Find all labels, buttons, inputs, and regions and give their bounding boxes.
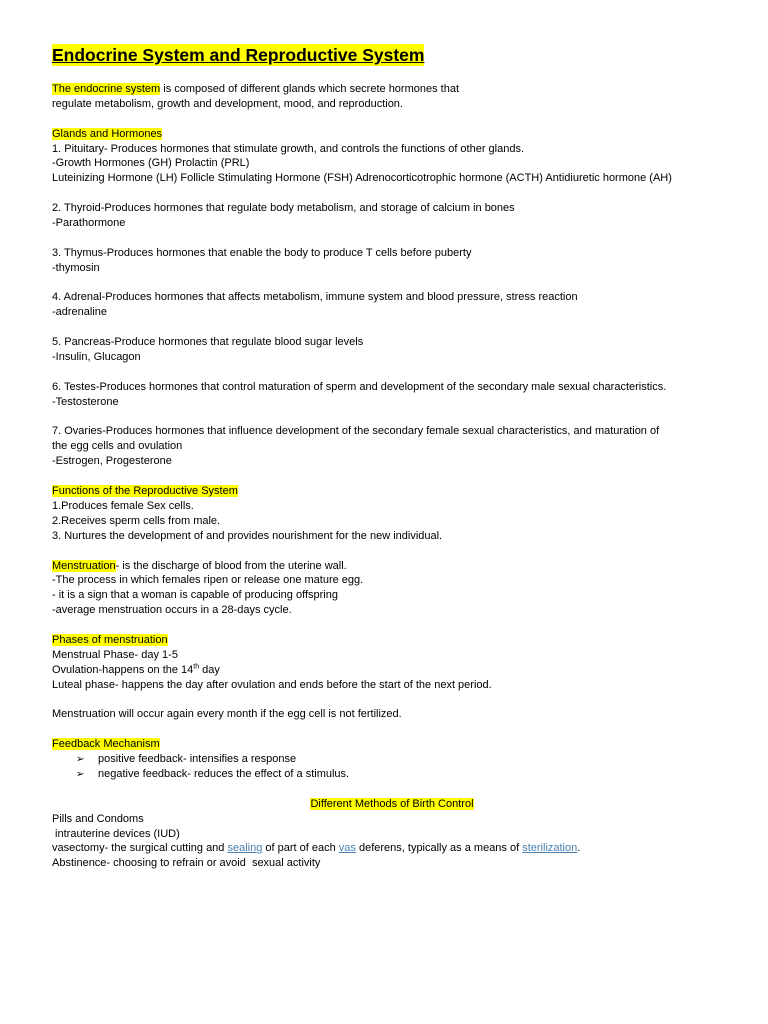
adrenal-hormone-line: -adrenaline — [52, 306, 108, 319]
menstrual-phase-line: Menstrual Phase- day 1-5 — [52, 648, 178, 661]
intro-line — [52, 82, 732, 97]
phases-heading-line — [52, 633, 732, 648]
abstinence-line: Abstinence- choosing to refrain or avoid sexual activity — [52, 857, 321, 870]
thyroid-line: 2. Thyroid-Produces hormones that regulate body metabolism, and storage of calcium in bones — [52, 202, 515, 215]
ovaries-line-2: the egg cells and ovulation — [52, 440, 183, 453]
birth-control-heading-line — [52, 797, 732, 812]
feedback-heading-line — [52, 737, 732, 752]
vasectomy-text: . — [577, 842, 581, 855]
birth-control-line: intrauterine devices (IUD) — [52, 827, 180, 840]
thyroid-hormone-line: -Parathormone — [52, 217, 126, 230]
ovulation-text-end: day — [199, 663, 220, 676]
sterilization-link[interactable]: sterilization — [522, 842, 578, 855]
pituitary-hormones-line: Luteinizing Hormone (LH) Follicle Stimulating Hormone (FSH) Adrenocorticotrophic hormone (ACTH) Antidiuretic hormone (AH) — [52, 172, 672, 185]
birth-control-line: Pills and Condoms — [52, 812, 144, 825]
ovulation-superscript: th — [193, 663, 200, 671]
adrenal-line: 4. Adrenal-Produces hormones that affects metabolism, immune system and blood pressure, stress reaction — [52, 291, 578, 304]
sealing-link[interactable]: sealing — [227, 842, 263, 855]
thymus-line: 3. Thymus-Produces hormones that enable the body to produce T cells before puberty — [52, 246, 472, 259]
menstruation-note: Menstruation will occur again every month if the egg cell is not fertilized. — [52, 708, 402, 721]
thymus-hormone-line: -thymosin — [52, 261, 100, 274]
function-item: 2.Receives sperm cells from male. — [52, 514, 221, 527]
vasectomy-line — [52, 841, 732, 856]
intro-rest: is composed of different glands which secrete hormones that — [160, 83, 460, 95]
menstruation-line: - it is a sign that a woman is capable of producing offspring — [52, 589, 338, 602]
glands-heading: Glands and Hormones — [52, 127, 163, 140]
function-item: 1.Produces female Sex cells. — [52, 499, 194, 512]
functions-heading-line — [52, 484, 732, 499]
document-body — [52, 44, 732, 871]
menstruation-line: -average menstruation occurs in a 28-days cycle. — [52, 604, 292, 617]
menstruation-rest: - is the discharge of blood from the uterine wall. — [115, 559, 347, 572]
arrow-bullet-icon: ➢ — [76, 768, 85, 780]
pituitary-line: 1. Pituitary- Produces hormones that stimulate growth, and controls the functions of other glands. — [52, 142, 525, 155]
ovaries-hormone-line: -Estrogen, Progesterone — [52, 455, 172, 468]
vas-link[interactable]: vas — [338, 842, 356, 855]
feedback-item — [52, 752, 732, 767]
feedback-heading: Feedback Mechanism — [52, 738, 160, 751]
ovaries-line: 7. Ovaries-Produces hormones that influence development of the secondary female sexual characteristics, and maturation of — [52, 425, 660, 438]
luteal-phase-line: Luteal phase- happens the day after ovulation and ends before the start of the next period. — [52, 678, 492, 691]
glands-heading-line — [52, 127, 732, 142]
testes-line: 6. Testes-Produces hormones that control maturation of sperm and development of the secondary male sexual characteristics. — [52, 380, 667, 393]
vasectomy-text: deferens, typically as a means of — [355, 842, 523, 855]
pancreas-line: 5. Pancreas-Produce hormones that regulate blood sugar levels — [52, 336, 364, 349]
menstruation-definition — [52, 559, 732, 574]
pancreas-hormone-line: -Insulin, Glucagon — [52, 351, 141, 364]
vasectomy-text: vasectomy- the surgical cutting and — [52, 842, 228, 855]
ovulation-text: Ovulation-happens on the 14 — [52, 663, 194, 676]
function-item: 3. Nurtures the development of and provides nourishment for the new individual. — [52, 529, 443, 542]
feedback-item-text: positive feedback- intensifies a response — [98, 753, 297, 766]
intro-term: The endocrine system — [52, 83, 161, 95]
menstruation-line: -The process in which females ripen or release one mature egg. — [52, 574, 364, 587]
testes-hormone-line: -Testosterone — [52, 395, 119, 408]
feedback-item-text: negative feedback- reduces the effect of a stimulus. — [98, 767, 350, 780]
feedback-item — [52, 767, 732, 782]
menstruation-term: Menstruation — [52, 559, 116, 572]
intro-line-2: regulate metabolism, growth and development, mood, and reproduction. — [52, 97, 403, 110]
phases-heading: Phases of menstruation — [52, 633, 168, 646]
birth-control-heading: Different Methods of Birth Control — [310, 797, 474, 810]
ovulation-line — [52, 663, 732, 678]
pituitary-hormones-line: -Growth Hormones (GH) Prolactin (PRL) — [52, 157, 250, 170]
vasectomy-text: of part of each — [262, 842, 339, 855]
page-title: Endocrine System and Reproductive System — [52, 45, 425, 65]
arrow-bullet-icon: ➢ — [76, 754, 85, 766]
functions-heading: Functions of the Reproductive System — [52, 485, 238, 498]
